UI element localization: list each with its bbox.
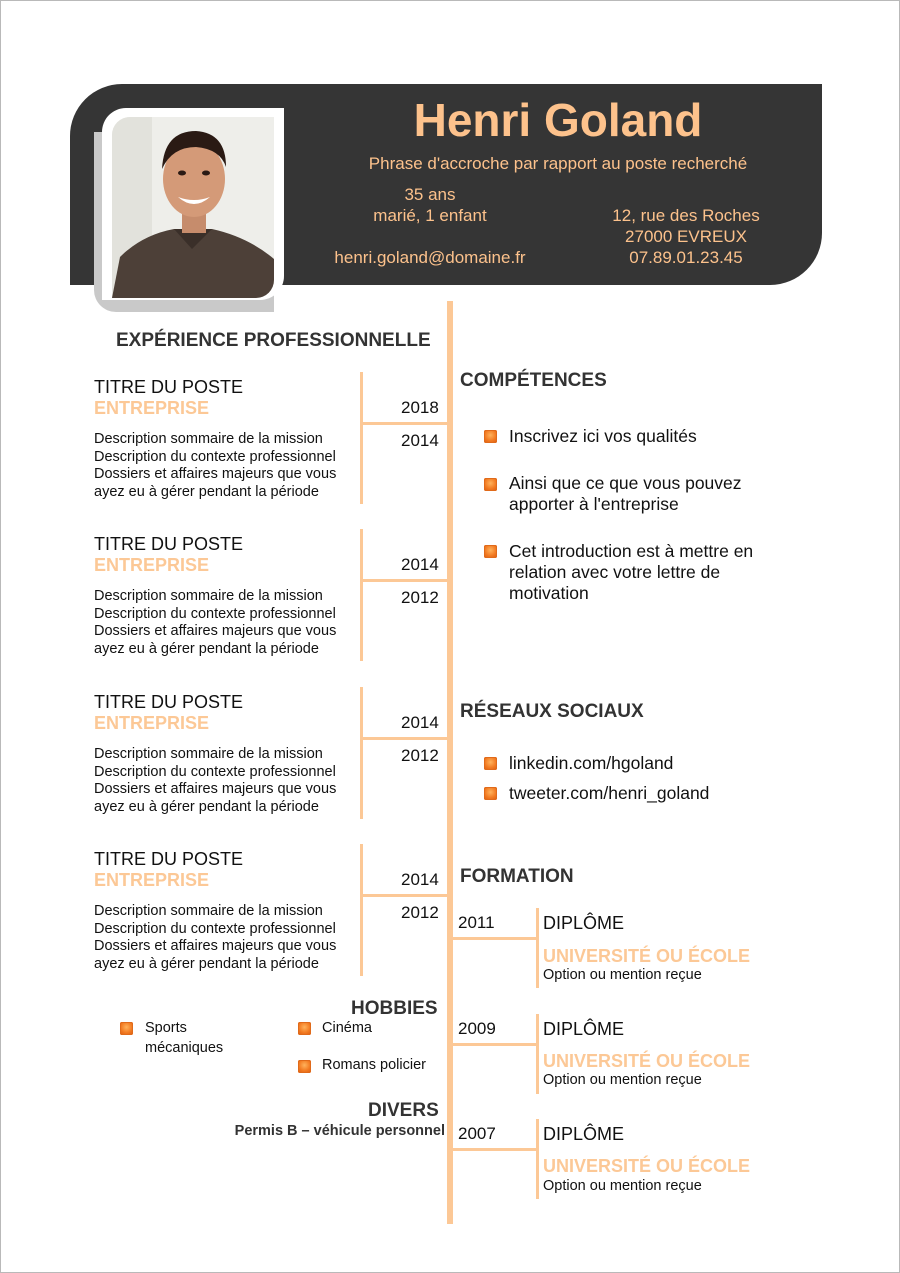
job-timeline bbox=[360, 687, 363, 819]
job-title: TITRE DU POSTE bbox=[94, 692, 244, 712]
edu-school: UNIVERSITÉ OU ÉCOLE bbox=[543, 1051, 751, 1071]
job-end-year: 2014 bbox=[401, 713, 439, 732]
job-company: ENTREPRISE bbox=[94, 713, 210, 733]
experience-title: EXPÉRIENCE PROFESSIONNELLE bbox=[116, 330, 431, 351]
hobby-item: Cinéma bbox=[322, 1020, 372, 1036]
skill-item: Inscrivez ici vos qualités bbox=[509, 426, 697, 446]
bullet-icon bbox=[484, 430, 497, 443]
edu-school: UNIVERSITÉ OU ÉCOLE bbox=[543, 946, 751, 966]
job-title: TITRE DU POSTE bbox=[94, 849, 244, 869]
job-end-year: 2014 bbox=[401, 555, 439, 574]
job-company: ENTREPRISE bbox=[94, 555, 210, 575]
job-description: Description sommaire de la mission Description du contexte professionnel Dossiers et affaires majeurs que vous ayez eu à gérer pendant la période bbox=[94, 588, 337, 657]
hobby-item: Sports mécaniques bbox=[145, 1020, 224, 1056]
job-connector bbox=[360, 894, 448, 897]
edu-year: 2007 bbox=[458, 1124, 496, 1143]
edu-note: Option ou mention reçue bbox=[543, 1178, 702, 1194]
bullet-icon bbox=[484, 757, 497, 770]
job-description: Description sommaire de la mission Description du contexte professionnel Dossiers et affaires majeurs que vous ayez eu à gérer pendant la période bbox=[94, 746, 337, 815]
misc-title: DIVERS bbox=[368, 1100, 439, 1121]
hobby-item: Romans policier bbox=[322, 1057, 426, 1073]
skill-item: Ainsi que ce que vous pouvez apporter à l'entreprise bbox=[509, 473, 742, 514]
bullet-icon bbox=[484, 545, 497, 558]
hobbies-title: HOBBIES bbox=[351, 998, 438, 1019]
job-start-year: 2014 bbox=[401, 431, 439, 450]
job-start-year: 2012 bbox=[401, 588, 439, 607]
age: 35 ans bbox=[404, 185, 456, 204]
bullet-icon bbox=[298, 1022, 311, 1035]
edu-timeline bbox=[536, 908, 539, 988]
edu-connector bbox=[453, 1148, 539, 1151]
social-title: RÉSEAUX SOCIAUX bbox=[460, 701, 644, 722]
edu-note: Option ou mention reçue bbox=[543, 1072, 702, 1088]
edu-degree: DIPLÔME bbox=[543, 1124, 625, 1144]
social-link-twitter[interactable]: tweeter.com/henri_goland bbox=[509, 783, 710, 803]
job-description: Description sommaire de la mission Description du contexte professionnel Dossiers et affaires majeurs que vous ayez eu à gérer pendant la période bbox=[94, 903, 337, 972]
edu-school: UNIVERSITÉ OU ÉCOLE bbox=[543, 1156, 751, 1176]
edu-note: Option ou mention reçue bbox=[543, 967, 702, 983]
social-link-linkedin[interactable]: linkedin.com/hgoland bbox=[509, 753, 674, 773]
edu-degree: DIPLÔME bbox=[543, 913, 625, 933]
bullet-icon bbox=[484, 787, 497, 800]
job-connector bbox=[360, 422, 448, 425]
job-start-year: 2012 bbox=[401, 746, 439, 765]
job-timeline bbox=[360, 529, 363, 661]
education-title: FORMATION bbox=[460, 866, 574, 887]
skills-title: COMPÉTENCES bbox=[460, 370, 607, 391]
bullet-icon bbox=[298, 1060, 311, 1073]
edu-timeline bbox=[536, 1014, 539, 1094]
central-timeline bbox=[447, 301, 453, 1224]
candidate-name: Henri Goland bbox=[413, 94, 703, 146]
family-status: marié, 1 enfant bbox=[373, 206, 487, 225]
job-company: ENTREPRISE bbox=[94, 870, 210, 890]
edu-degree: DIPLÔME bbox=[543, 1019, 625, 1039]
address-line2: 27000 EVREUX bbox=[625, 227, 747, 246]
job-timeline bbox=[360, 372, 363, 504]
job-title: TITRE DU POSTE bbox=[94, 534, 244, 554]
job-timeline bbox=[360, 844, 363, 976]
job-start-year: 2012 bbox=[401, 903, 439, 922]
edu-connector bbox=[453, 937, 539, 940]
job-connector bbox=[360, 737, 448, 740]
bullet-icon bbox=[484, 478, 497, 491]
misc-text: Permis B – véhicule personnel bbox=[234, 1123, 445, 1139]
edu-year: 2009 bbox=[458, 1019, 496, 1038]
skill-item: Cet introduction est à mettre en relation avec votre lettre de motivation bbox=[509, 541, 754, 603]
phone: 07.89.01.23.45 bbox=[629, 248, 743, 267]
edu-year: 2011 bbox=[458, 913, 495, 932]
job-description: Description sommaire de la mission Description du contexte professionnel Dossiers et affaires majeurs que vous ayez eu à gérer pendant la période bbox=[94, 431, 337, 500]
profile-photo bbox=[112, 117, 274, 298]
job-title: TITRE DU POSTE bbox=[94, 377, 244, 397]
edu-connector bbox=[453, 1043, 539, 1046]
edu-timeline bbox=[536, 1119, 539, 1199]
job-end-year: 2014 bbox=[401, 870, 439, 889]
job-connector bbox=[360, 579, 448, 582]
address-line1: 12, rue des Roches bbox=[612, 206, 760, 225]
tagline: Phrase d'accroche par rapport au poste recherché bbox=[368, 154, 748, 173]
bullet-icon bbox=[120, 1022, 133, 1035]
job-company: ENTREPRISE bbox=[94, 398, 210, 418]
email: henri.goland@domaine.fr bbox=[334, 248, 526, 267]
job-end-year: 2018 bbox=[401, 398, 439, 417]
